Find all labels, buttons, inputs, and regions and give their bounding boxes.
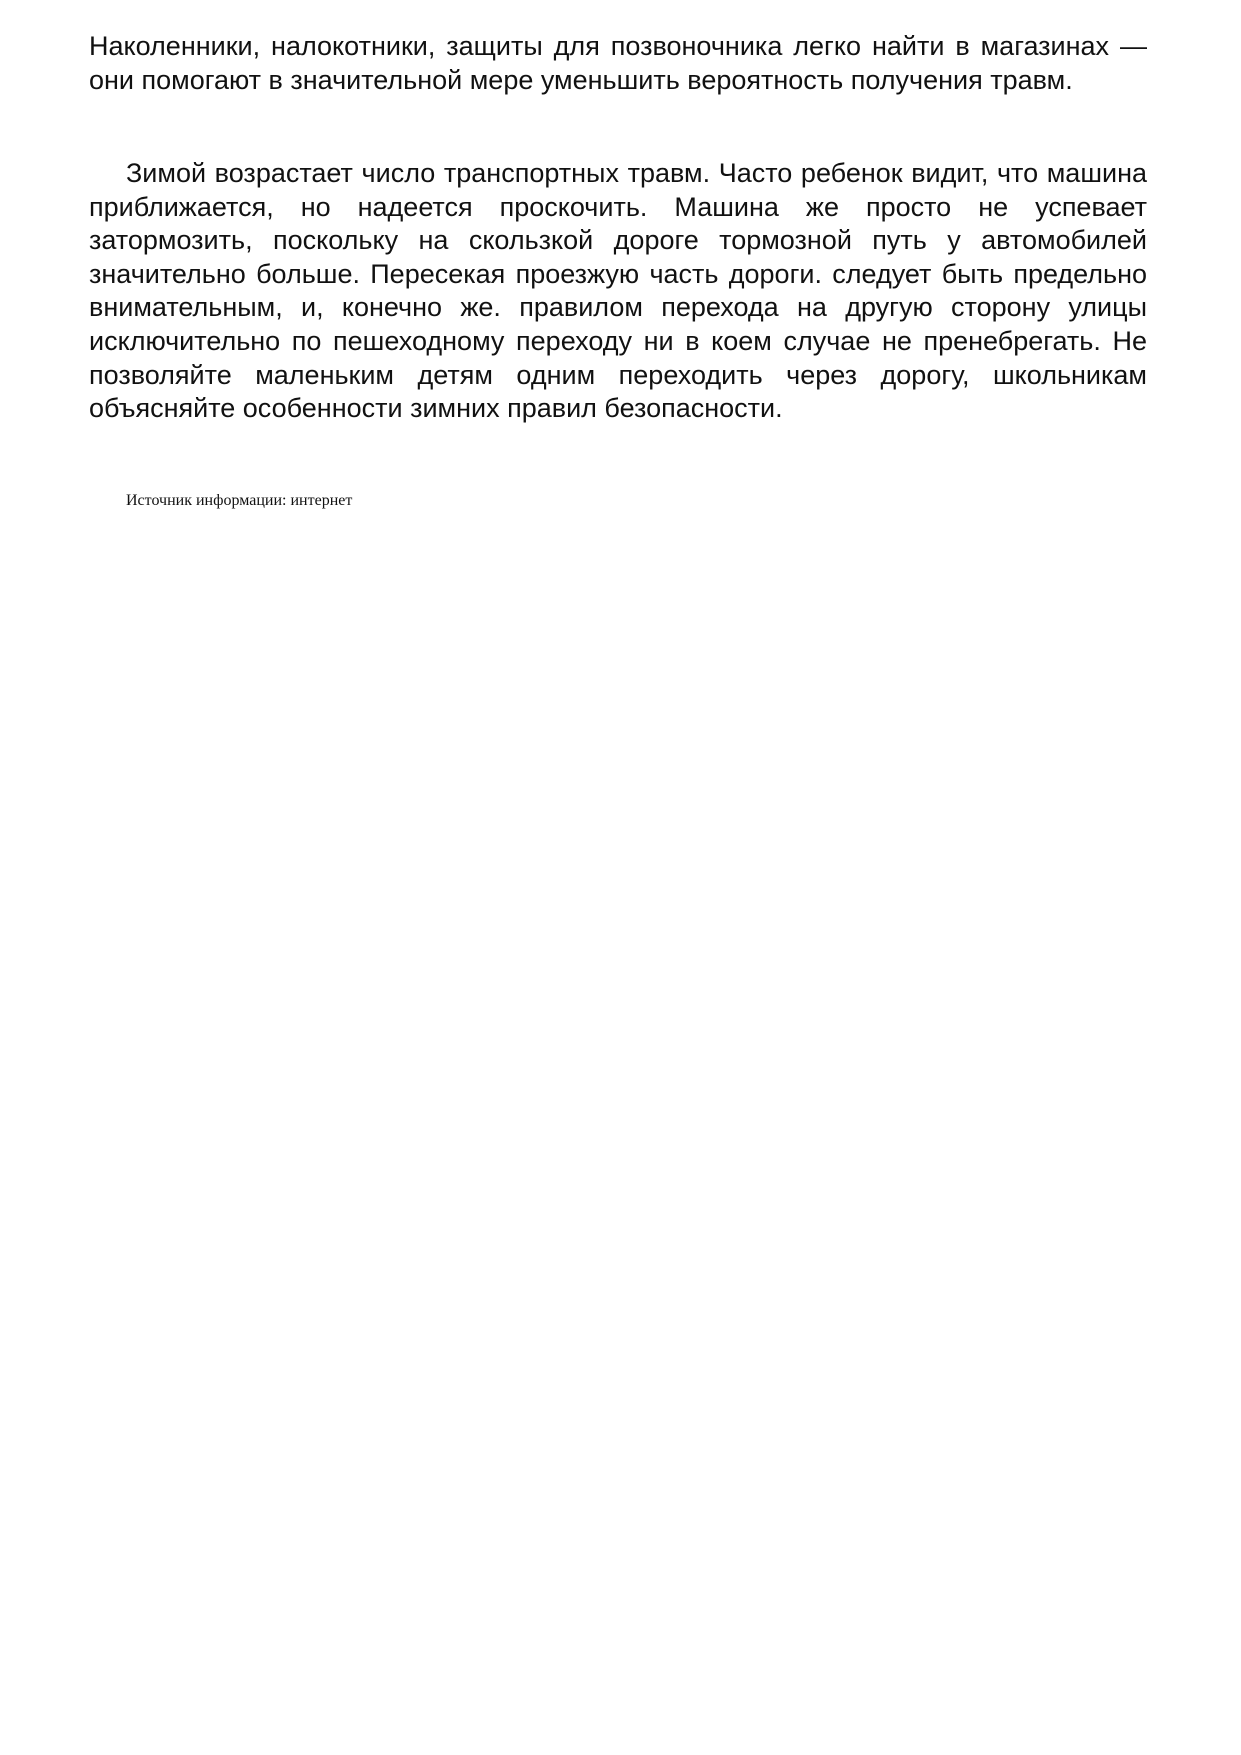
paragraph-winter-traffic-safety: Зимой возрастает число транспортных травм. Часто ребенок видит, что машина приближается, но надеется проскочить. Машина же просто не успевает затормозить, поскольку на скользкой дороге тормозной путь у автомобилей значительно больше. Пересекая проезжую часть дороги. следует быть предельно внимательным, и, конечно же. правилом перехода на другую сторону улицы исключительно по пешеходному переходу ни в коем случае не пренебрегать. Не позволяйте маленьким детям одним переходить через дорогу, школьникам объясняйте особенности зимних правил безопасности. <box>89 158 1147 424</box>
source-note: Источник информации: интернет <box>126 492 353 509</box>
paragraph-protective-gear: Наколенники, налокотники, защиты для позвоночника легко найти в магазинах — они помогают в значительной мере уменьшить вероятность получения травм. <box>89 31 1147 95</box>
